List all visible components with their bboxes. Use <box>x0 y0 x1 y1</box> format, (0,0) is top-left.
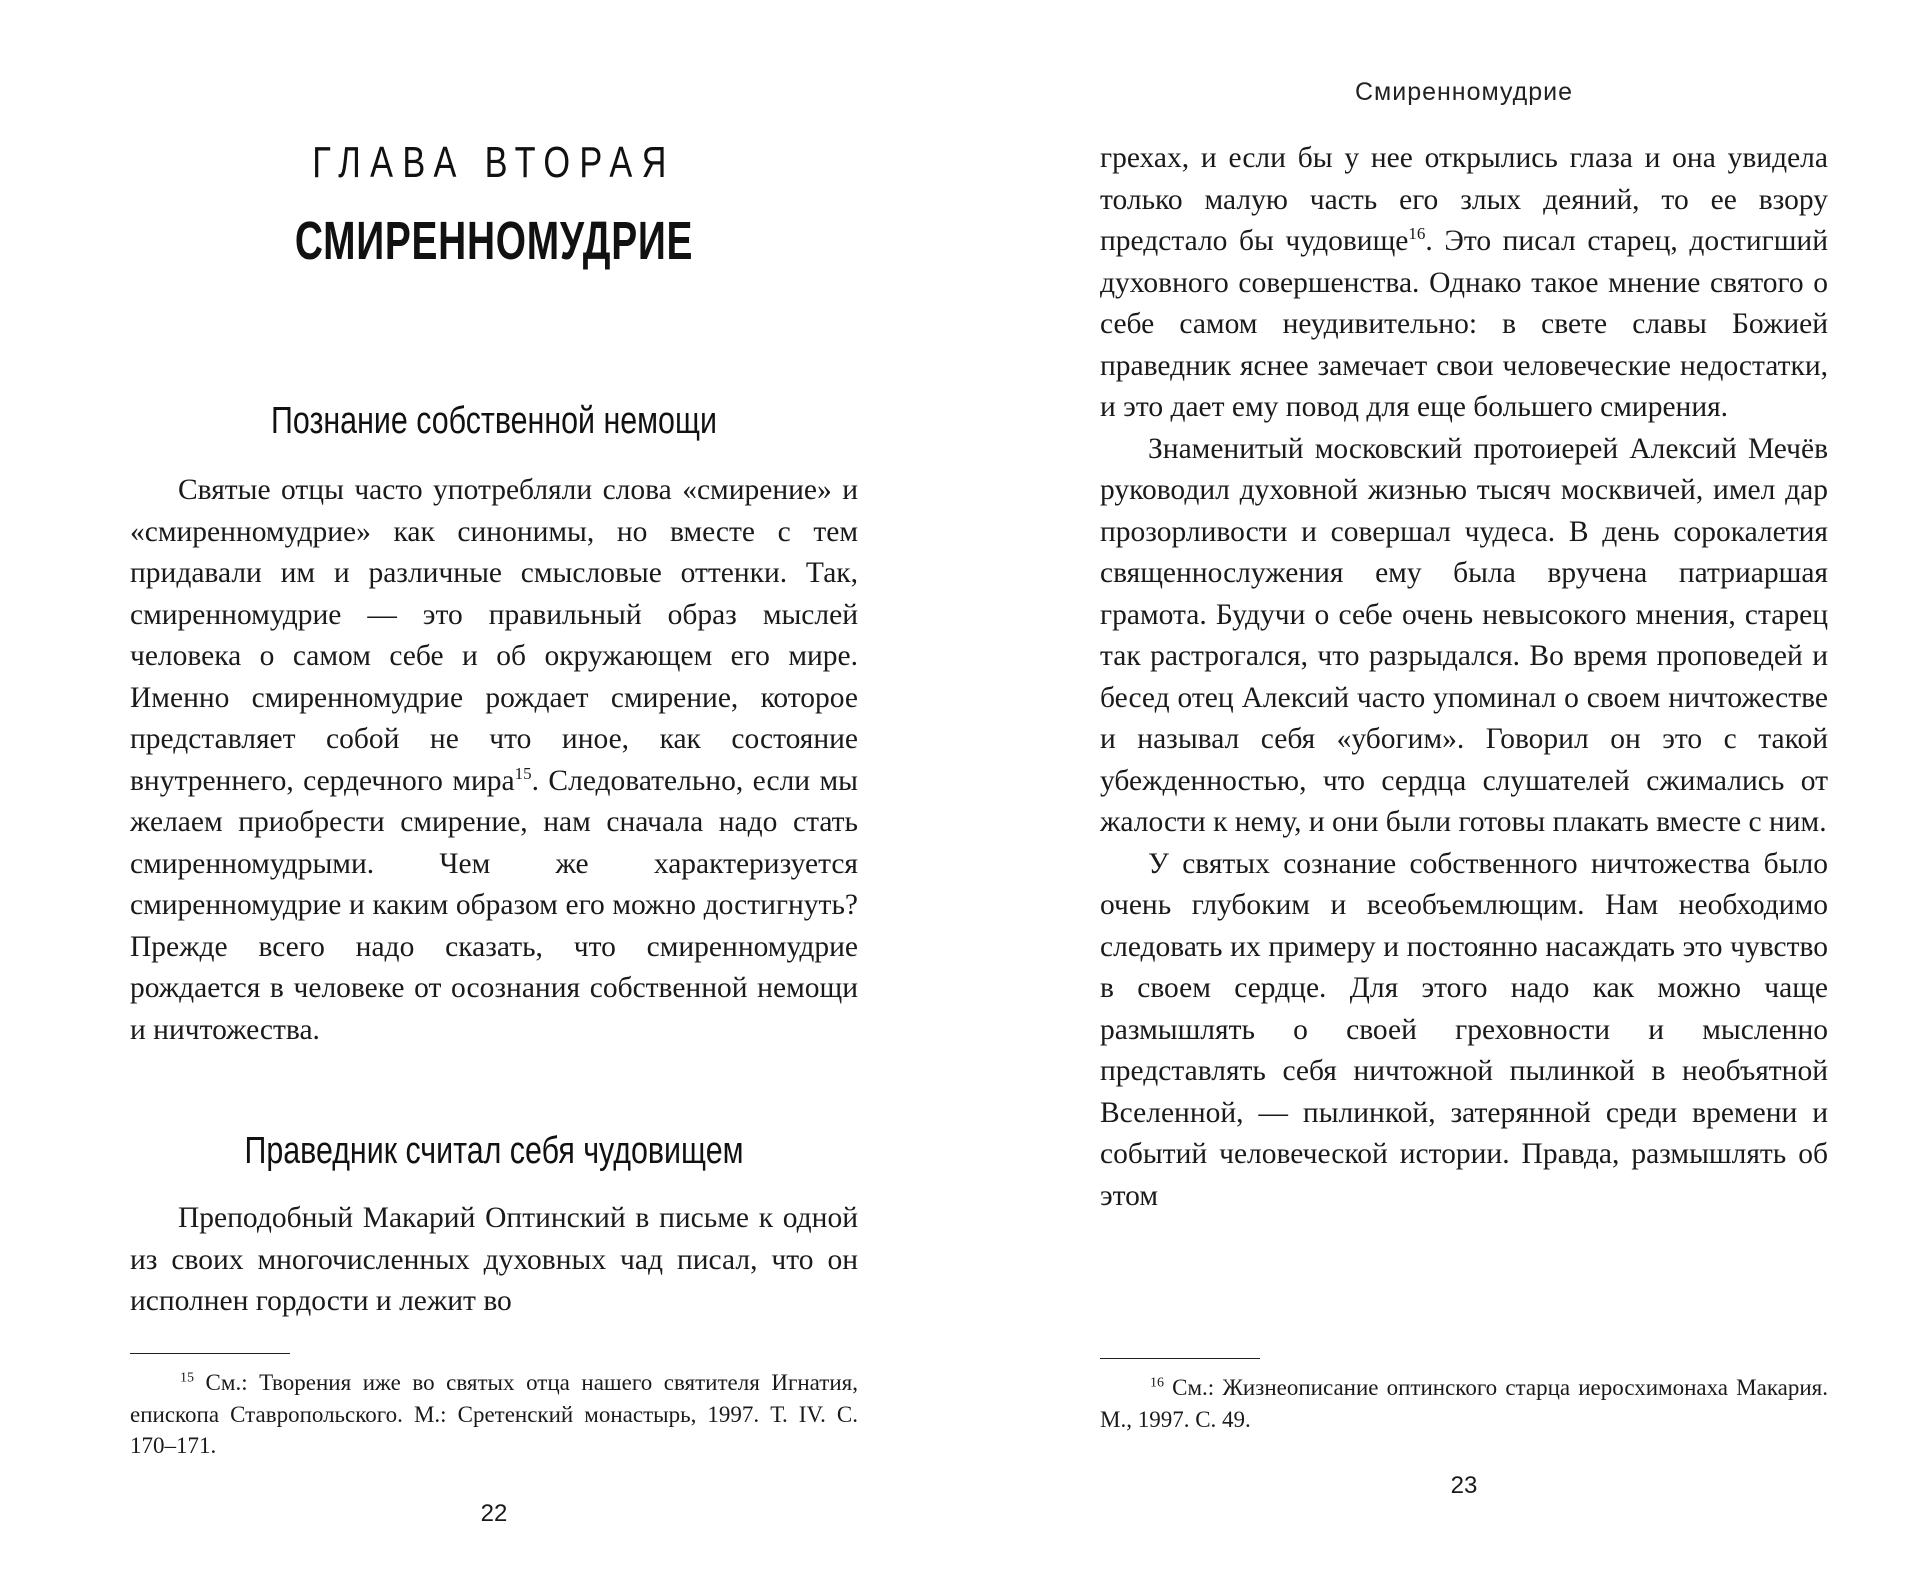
paragraph-text-rest: . Это писал старец, достигший духовного совершенства. Однако такое мнение святого о себе самом неудивительно: в свете славы Божией праведник яснее замечает свои человеческие недостатки, и это дает ему повод для еще большего смирения. <box>1100 225 1828 423</box>
footnote-number: 15 <box>180 1370 194 1386</box>
paragraph-text: Святые отцы часто употребляли слова «смирение» и «смиренномудрие» как синонимы, но вместе с тем придавали им и различные смысловые оттенки. Так, смиренномудрие — это правильный образ мыслей человека о самом себе и об окружающем его мире. Именно смиренномудрие рождает смирение, которое представляет собой не что иное, как состояние внутреннего, сердечного мира <box>130 474 858 797</box>
paragraph-text-rest: . Следовательно, если мы желаем приобрести смирение, нам сначала надо стать смиренномудрыми. Чем же характеризуется смиренномудрие и каким образом его можно достигнуть? Прежде всего надо сказать, что смиренномудрие рождается в человеке от осознания собственной немощи и ничтожества. <box>130 764 858 1046</box>
left-body-paragraph-1 <box>130 470 858 1051</box>
section-heading-2: Праведник считал себя чудовищем <box>244 1130 744 1172</box>
right-body-text <box>1100 138 1828 1217</box>
footnote-15 <box>130 1367 858 1462</box>
page-number-right: 23 <box>1450 1472 1478 1499</box>
footnote-number: 16 <box>1150 1375 1164 1391</box>
running-head: Смиренномудрие <box>1354 78 1574 106</box>
footnote-divider <box>130 1353 290 1354</box>
footnote-divider <box>1100 1358 1260 1359</box>
paragraph-text: грехах, и если бы у нее открылись глаза и она увидела только малую часть его злых деяний, то ее взору предстало бы чудовище <box>1100 142 1828 257</box>
paragraph-text-2: Знаменитый московский протоиерей Алексий Мечёв руководил духовной жизнью тысяч москвичей, имел дар прозорливости и совершал чудеса. В день сорокалетия священнослужения ему была вручена патриаршая грамота. Будучи о себе очень невысокого мнения, старец так растрогался, что разрыдался. Во время проповедей и бесед отец Алексий часто упоминал о своем ничтожестве и называл себя «убогим». Говорил он это с такой убежденностью, что сердца слушателей сжимались от жалости к нему, и они были готовы плакать вместе с ним. <box>1100 432 1828 838</box>
footnote-text: См.: Творения иже во святых отца нашего святителя Игнатия, епископа Ставропольского. М.: Сретенский монастырь, 1997. Т. IV. С. 170–171. <box>130 1370 858 1458</box>
left-body-paragraph-2 <box>130 1198 858 1323</box>
section-heading-1: Познание собственной немощи <box>271 400 717 442</box>
chapter-label: ГЛАВА ВТОРАЯ <box>312 138 676 187</box>
footnote-text: См.: Жизнеописание оптинского старца иеросхимонаха Макария. М., 1997. С. 49. <box>1100 1375 1828 1432</box>
paragraph-text-3: У святых сознание собственного ничтожества было очень глубоким и всеобъемлющим. Нам необходимо следовать их примеру и постоянно насаждать это чувство в своем сердце. Для этого надо как можно чаще размышлять о своей греховности и мысленно представлять себя ничтожной пылинкой в необъятной Вселенной, — пылинкой, затерянной среди времени и событий человеческой истории. Правда, размышлять об этом <box>1100 847 1828 1212</box>
paragraph-text: Преподобный Макарий Оптинский в письме к одной из своих многочисленных духовных чад писал, что он исполнен гордости и лежит во <box>130 1202 858 1317</box>
footnote-ref-16: 16 <box>1408 224 1426 244</box>
page-number-left: 22 <box>480 1500 508 1527</box>
footnote-ref-15: 15 <box>514 763 532 783</box>
footnote-16 <box>1100 1372 1828 1435</box>
chapter-title: СМИРЕННОМУДРИЕ <box>294 211 694 271</box>
